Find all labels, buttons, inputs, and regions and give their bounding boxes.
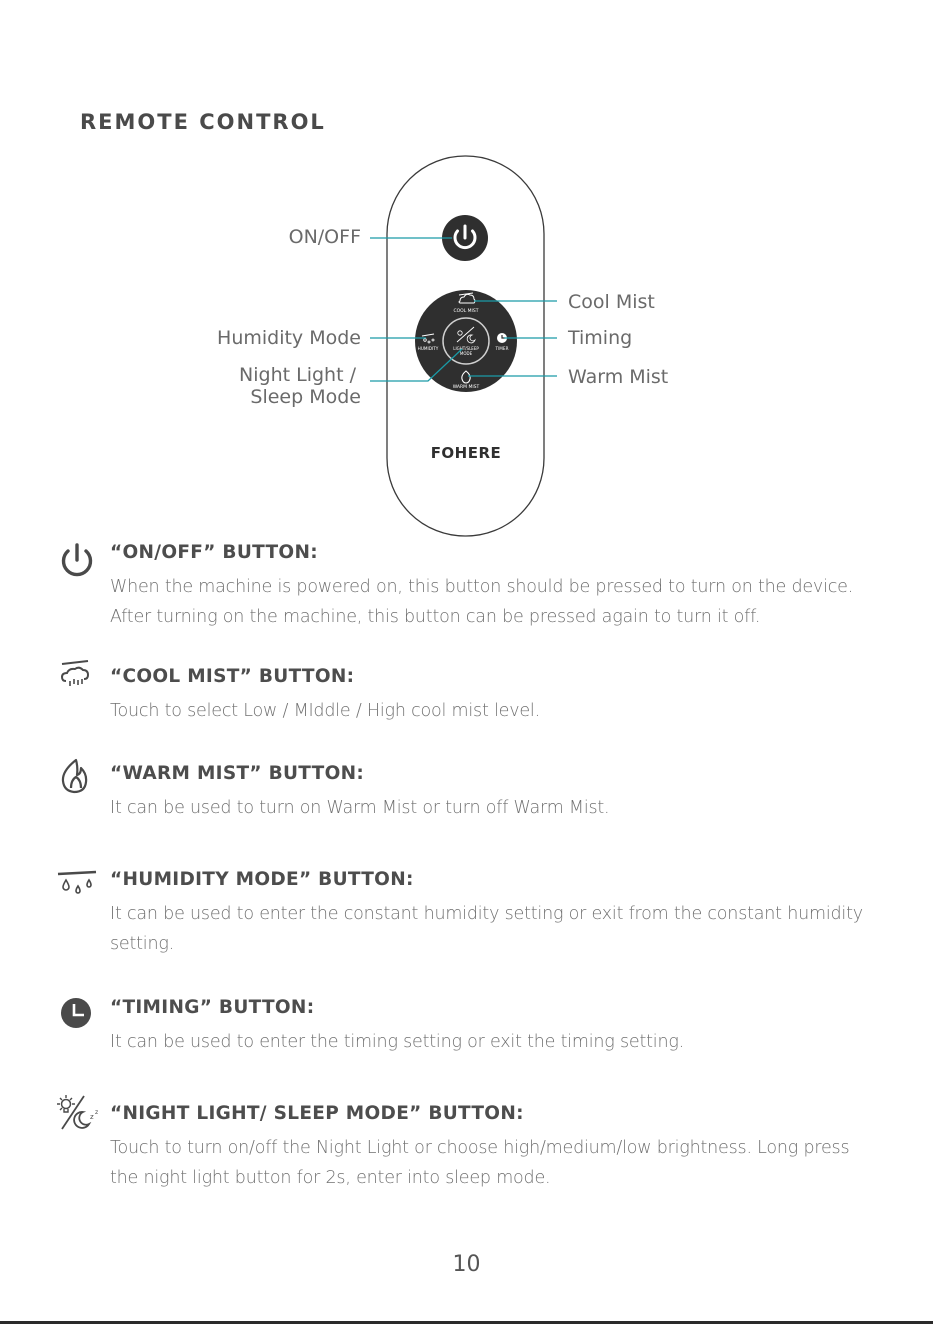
remote-label-warm-mist: WARM MIST — [452, 385, 480, 390]
item-description: It can be used to enter the constant humidity setting or exit from the constant humidity setting. — [110, 904, 863, 954]
item-title: “COOL MIST” BUTTON: — [110, 666, 355, 687]
item-description: When the machine is powered on, this button should be pressed to turn on the device. After turning on the machine, this button can be pressed again to turn it off. — [110, 577, 854, 627]
page-number: 10 — [452, 1252, 481, 1277]
svg-text:z: z — [90, 1113, 94, 1121]
label-on-off: ON/OFF — [288, 226, 361, 248]
remote-label-humidity: HUMIDITY — [417, 346, 439, 351]
remote-label-timer: TIMER — [495, 346, 509, 351]
brand-logo: FOHERE — [430, 444, 502, 462]
remote-label-cool-mist: COOL MIST — [453, 309, 479, 314]
label-humidity-mode: Humidity Mode — [217, 327, 361, 349]
item-title: “TIMING” BUTTON: — [110, 997, 315, 1018]
label-warm-mist: Warm Mist — [568, 366, 669, 388]
label-sleep-mode: Sleep Mode — [250, 386, 361, 408]
label-night-light: Night Light / — [239, 364, 356, 386]
item-description: Touch to select Low / MIddle / High cool mist level. — [110, 701, 540, 721]
label-timing: Timing — [568, 327, 633, 349]
item-description: It can be used to turn on Warm Mist or turn off Warm Mist. — [110, 798, 610, 818]
label-cool-mist: Cool Mist — [568, 291, 655, 313]
remote-control-diagram — [0, 150, 933, 550]
humidity-icon — [56, 869, 102, 909]
item-description: Touch to turn on/off the Night Light or choose high/medium/low brightness. Long press the night light button for 2s, enter into sleep mode. — [110, 1138, 850, 1188]
flame-icon — [54, 757, 100, 797]
remote-label-mode: MODE — [459, 351, 473, 356]
clock-icon — [54, 997, 100, 1037]
night-light-sleep-icon — [54, 1093, 100, 1133]
item-description: It can be used to enter the timing setting or exit the timing setting. — [110, 1032, 685, 1052]
power-icon — [54, 542, 100, 582]
remote-label-light-sleep: LIGHT/SLEEP — [453, 346, 479, 351]
cool-mist-icon — [54, 660, 100, 700]
item-title: “HUMIDITY MODE” BUTTON: — [110, 869, 414, 890]
item-title: “NIGHT LIGHT/ SLEEP MODE” BUTTON: — [110, 1103, 524, 1124]
item-title: “ON/OFF” BUTTON: — [110, 542, 318, 563]
section-heading: REMOTE CONTROL — [80, 110, 326, 134]
svg-text:z: z — [95, 1109, 99, 1116]
remote-control-pad — [415, 290, 517, 392]
item-title: “WARM MIST” BUTTON: — [110, 763, 365, 784]
